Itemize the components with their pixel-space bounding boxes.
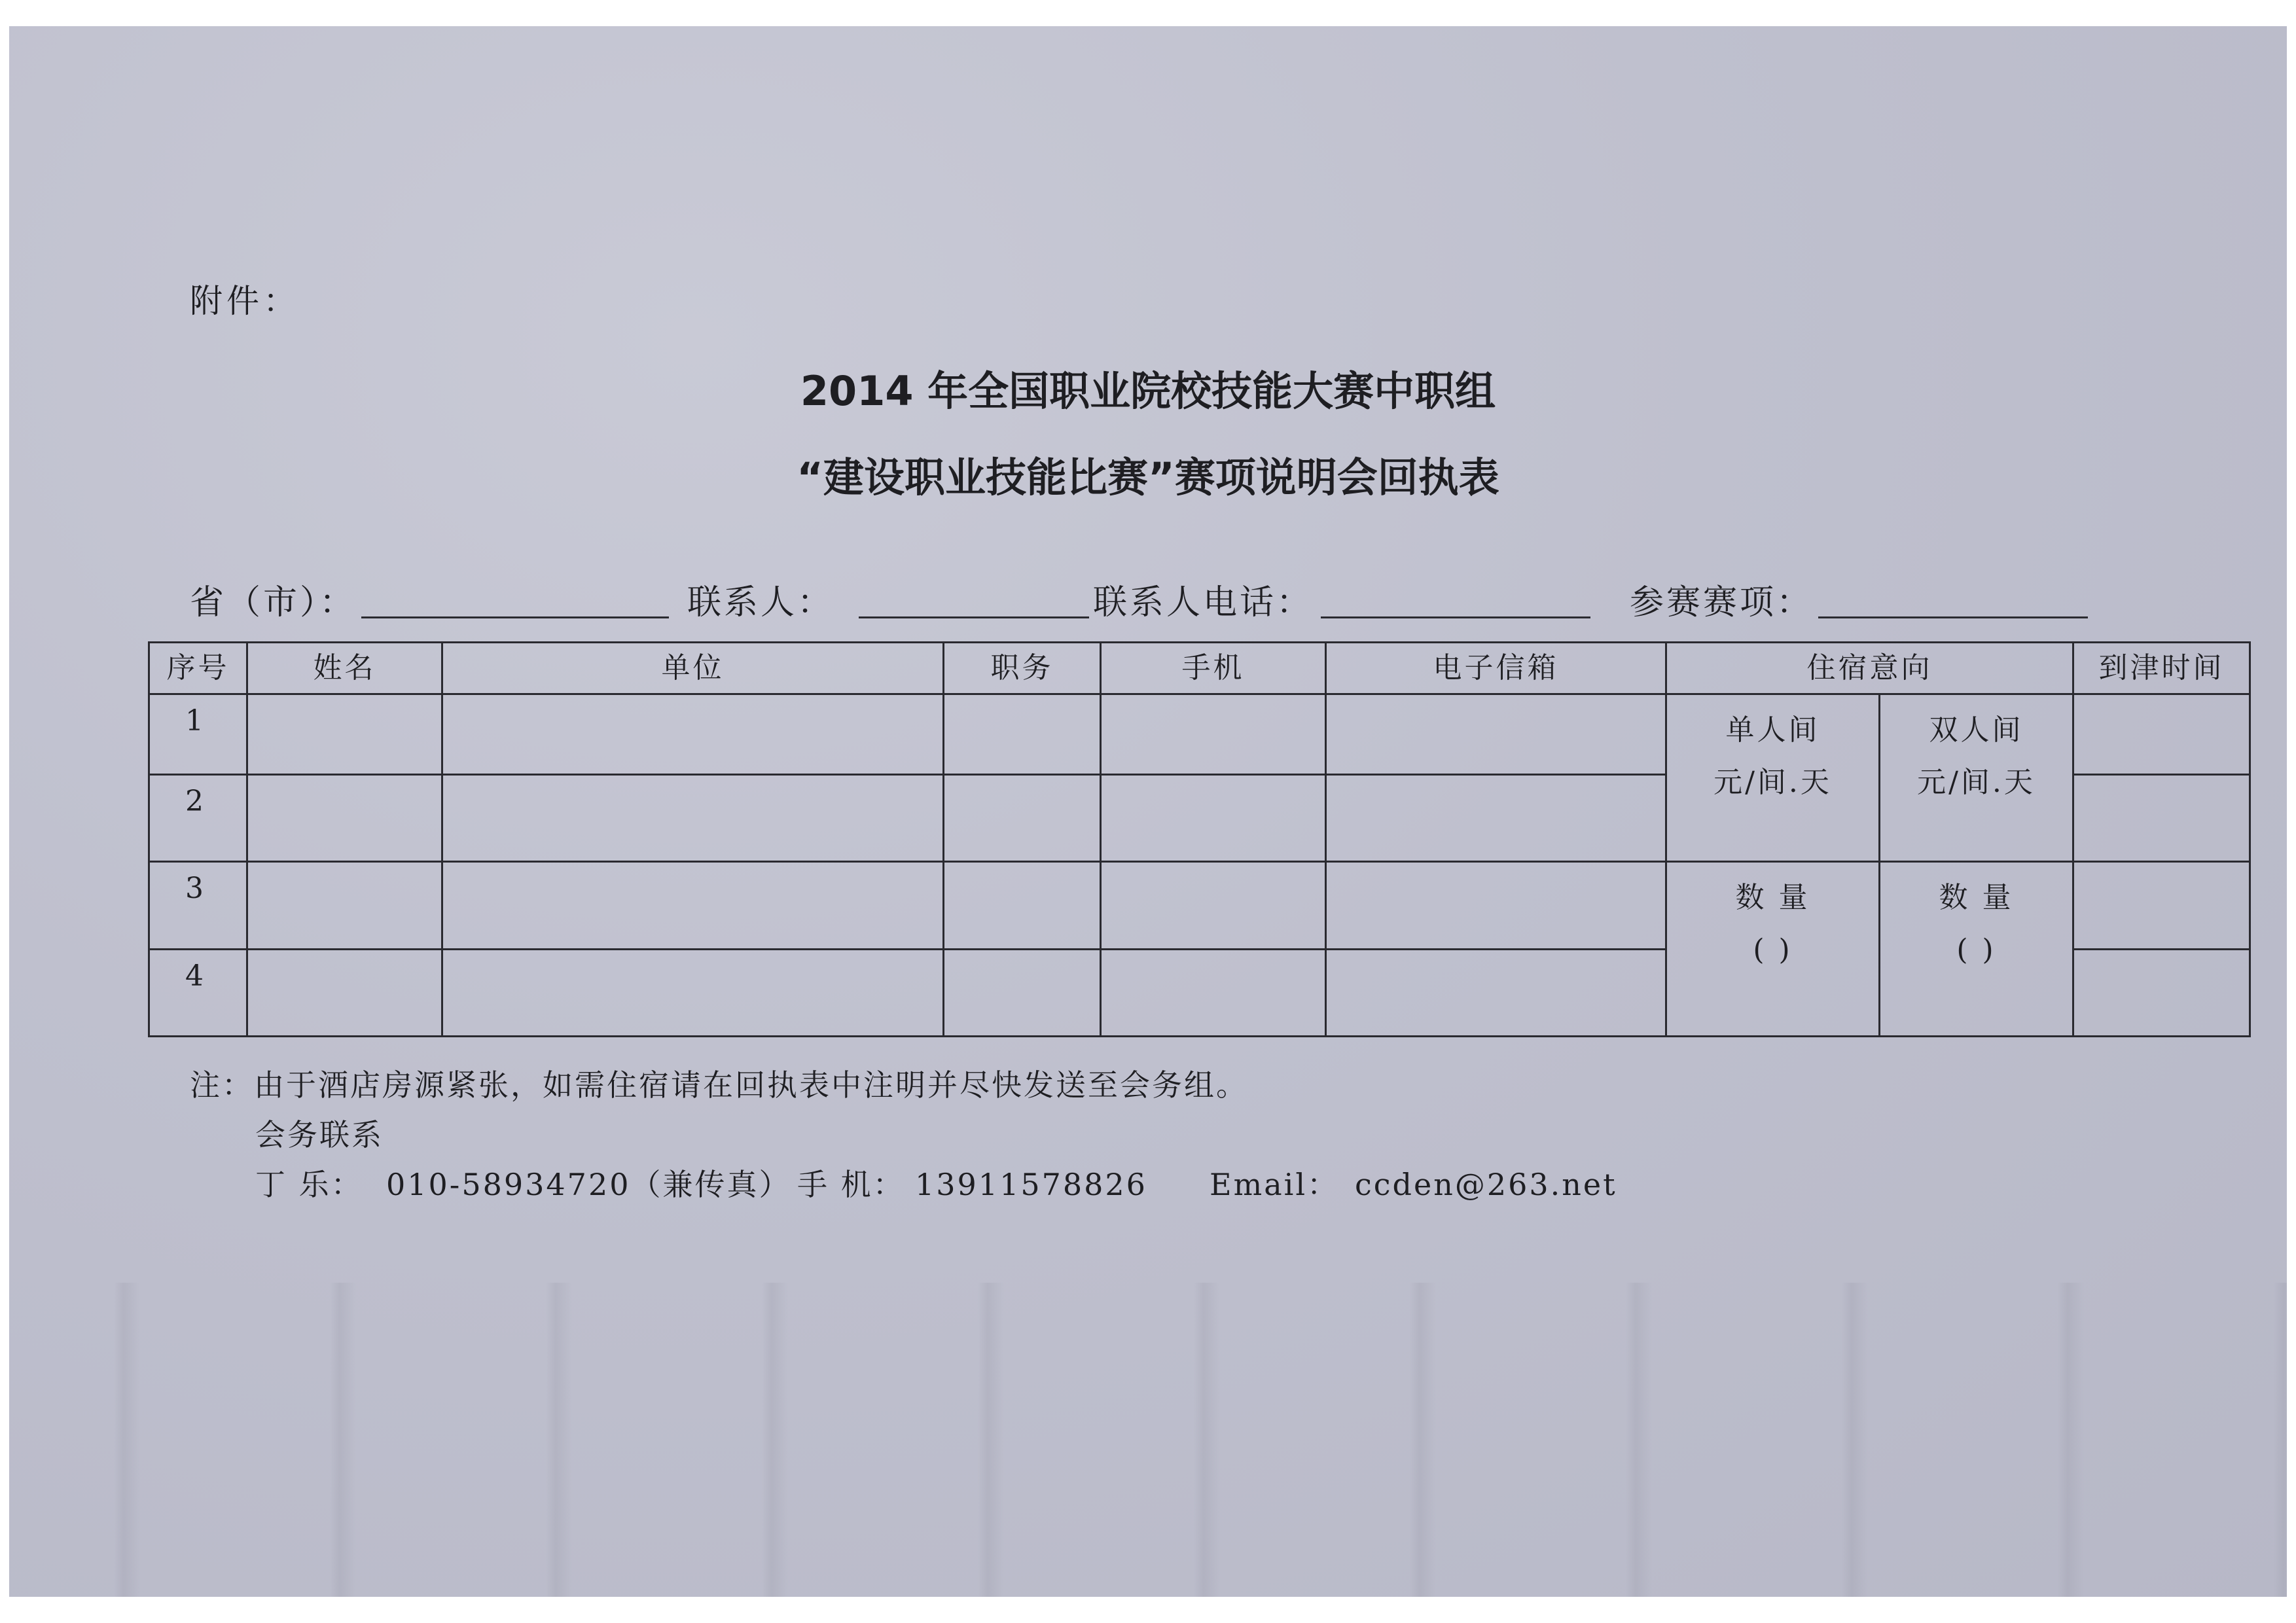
position-cell[interactable] [944, 950, 1101, 1037]
unit-cell[interactable] [442, 775, 944, 862]
contact-phone-blank[interactable] [1321, 616, 1590, 618]
email-cell[interactable] [1326, 861, 1666, 950]
contact-phone: 010-58934720（兼传真） [386, 1167, 791, 1202]
event-blank[interactable] [1818, 616, 2088, 618]
double-room-qty-label: 数 量 [1939, 880, 2014, 914]
name-cell[interactable] [247, 950, 442, 1037]
header-name: 姓名 [247, 643, 442, 694]
note-text: 注：由于酒店房源紧张，如需住宿请在回执表中注明并尽快发送至会务组。 [190, 1067, 1248, 1103]
mobile-cell[interactable] [1101, 775, 1326, 862]
mobile-label: 手 机： [797, 1167, 905, 1202]
table-row [149, 694, 2250, 775]
province-label: 省（市）： [190, 583, 357, 622]
single-room-label: 单人间 [1725, 713, 1820, 747]
header-index: 序号 [149, 643, 247, 694]
notes-block [190, 1060, 1617, 1209]
contact-title: 会务联系 [255, 1117, 384, 1152]
double-room-qty-cell[interactable] [1880, 861, 2073, 1036]
contact-phone-label: 联系人电话： [1093, 583, 1314, 622]
header-position: 职务 [944, 643, 1101, 694]
single-room-price: 元/间.天 [1713, 766, 1832, 800]
arrival-cell[interactable] [2073, 694, 2250, 775]
single-room-qty-label: 数 量 [1735, 880, 1810, 914]
row-number: 2 [149, 775, 247, 862]
title-line-1: 2014 年全国职业院校技能大赛中职组 [800, 367, 1496, 415]
header-arrival: 到津时间 [2073, 643, 2250, 694]
double-room-label: 双人间 [1929, 713, 2024, 747]
province-blank[interactable] [361, 616, 669, 618]
position-cell[interactable] [944, 861, 1101, 950]
email-cell[interactable] [1326, 694, 1666, 775]
unit-cell[interactable] [442, 694, 944, 775]
name-cell[interactable] [247, 694, 442, 775]
mobile-cell[interactable] [1101, 950, 1326, 1037]
name-cell[interactable] [247, 861, 442, 950]
email-label: Email： [1210, 1167, 1340, 1202]
contact-line [190, 1160, 1617, 1209]
double-room-cell[interactable] [1880, 694, 2073, 861]
row-number: 1 [149, 694, 247, 775]
header-row [149, 643, 2250, 694]
arrival-cell[interactable] [2073, 775, 2250, 862]
email-address[interactable]: ccden@263.net [1355, 1167, 1617, 1202]
mobile-number: 13911578826 [915, 1167, 1147, 1202]
contact-person: 丁 乐： [255, 1167, 363, 1202]
mobile-cell[interactable] [1101, 861, 1326, 950]
header-lodging: 住宿意向 [1666, 643, 2073, 694]
position-cell[interactable] [944, 775, 1101, 862]
double-room-qty-paren: ( ) [1956, 933, 1996, 967]
position-cell[interactable] [944, 694, 1101, 775]
arrival-cell[interactable] [2073, 861, 2250, 950]
contact-blank[interactable] [859, 616, 1089, 618]
double-room-price: 元/间.天 [1917, 766, 2036, 800]
single-room-cell[interactable] [1666, 694, 1880, 861]
contact-label: 联系人： [687, 583, 834, 622]
receipt-table [148, 641, 2251, 1037]
unit-cell[interactable] [442, 950, 944, 1037]
email-cell[interactable] [1326, 950, 1666, 1037]
arrival-cell[interactable] [2073, 950, 2250, 1037]
row-number: 3 [149, 861, 247, 950]
unit-cell[interactable] [442, 861, 944, 950]
header-mobile: 手机 [1101, 643, 1326, 694]
name-cell[interactable] [247, 775, 442, 862]
row-number: 4 [149, 950, 247, 1037]
header-email: 电子信箱 [1326, 643, 1666, 694]
table-row [149, 861, 2250, 950]
single-room-qty-paren: ( ) [1753, 933, 1793, 967]
single-room-qty-cell[interactable] [1666, 861, 1880, 1036]
title-line-2: “建设职业技能比赛”赛项说明会回执表 [797, 454, 1499, 501]
mobile-cell[interactable] [1101, 694, 1326, 775]
email-cell[interactable] [1326, 775, 1666, 862]
attachment-label: 附件： [190, 282, 300, 320]
header-unit: 单位 [442, 643, 944, 694]
event-label: 参赛赛项： [1630, 583, 1814, 622]
